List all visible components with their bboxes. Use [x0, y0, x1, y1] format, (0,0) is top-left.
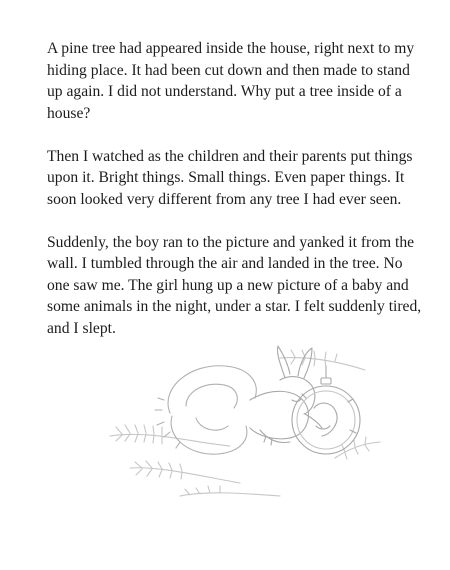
- squirrel-tail: [155, 366, 256, 454]
- story-text: [47, 38, 422, 361]
- paragraph-1: A pine tree had appeared inside the house, right next to my hiding place. It had been cut down and then made to stand up again. I did not understand. Why put a tree inside of a house?: [47, 40, 415, 122]
- paragraph-3: Suddenly, the boy ran to the picture and yanked it from the wall. I tumbled through the air and landed in the tree. No one saw me. The girl hung up a new picture of a baby and some animals in the night, under a star. I felt suddenly tired, and I slept.: [47, 233, 422, 337]
- ornament: [292, 366, 360, 454]
- sleeping-squirrel-with-ornament-icon: [100, 318, 400, 518]
- pine-branch-left: [110, 425, 280, 496]
- paragraph-2: Then I watched as the children and their parents put things upon it. Bright things. Small things. Even paper things. It soon looked very different from any tree I had ever seen.: [47, 147, 413, 208]
- sleeping-squirrel-illustration: [100, 318, 400, 518]
